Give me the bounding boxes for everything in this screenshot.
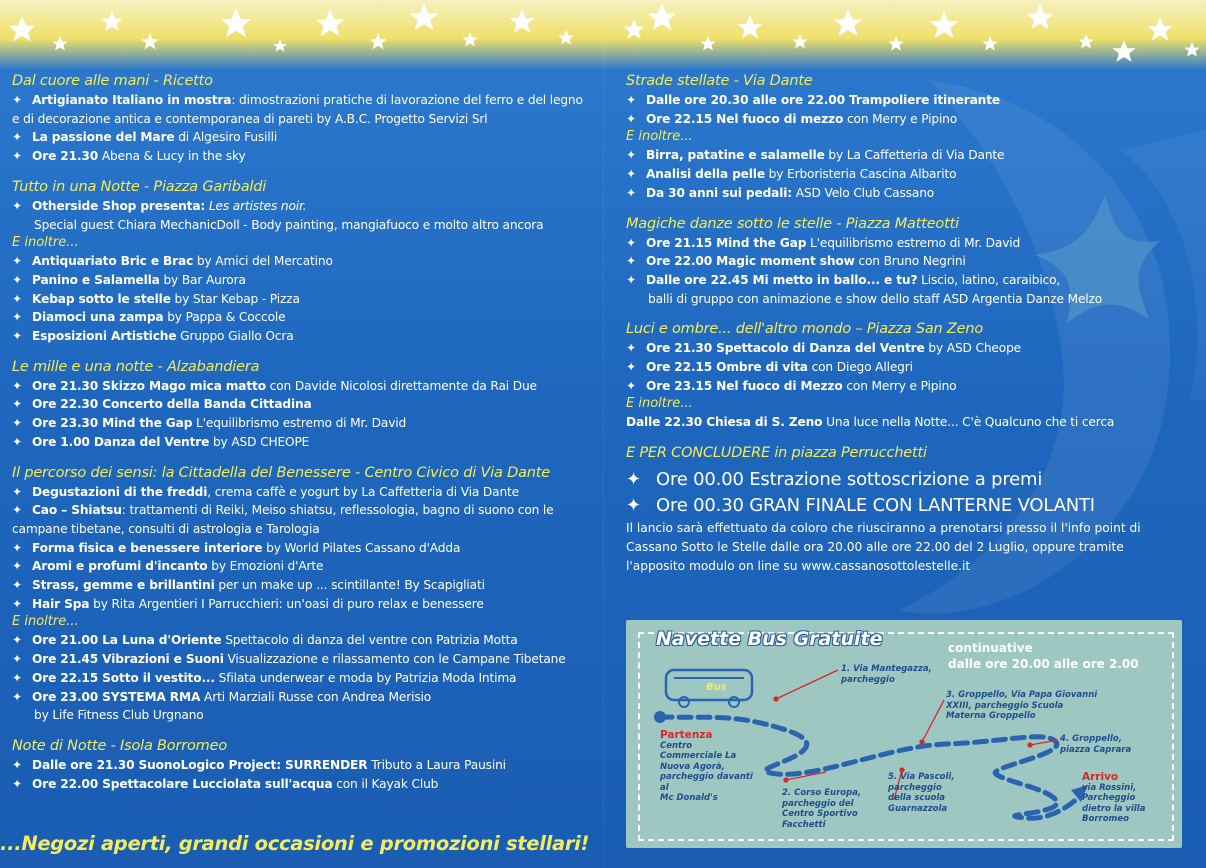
list-item: ✦ Forma fisica e benessere interiore by World Pilates Cassano d'Adda <box>12 539 592 558</box>
subheading: E inoltre... <box>626 396 693 412</box>
section-title: Note di Notte - Isola Borromeo <box>12 737 227 754</box>
list-item-continuation: by Life Fitness Club Urgnano <box>34 708 204 723</box>
bullet-star-icon: ✦ <box>12 310 23 325</box>
bullet-star-icon: ✦ <box>626 378 637 393</box>
bullet-star-icon: ✦ <box>626 185 637 200</box>
list-item-continuation: Special guest Chiara MechanicDoll - Body painting, mangiafuoco e molto altro ancora <box>34 217 544 232</box>
bullet-star-icon: ✦ <box>12 329 23 344</box>
bullet-star-icon: ✦ <box>12 652 23 667</box>
info-paragraph-line: l'apposito modulo on line su www.cassanosottolestelle.it <box>626 559 971 574</box>
list-item: ✦ Strass, gemme e brillantini per un make up ... scintillante! By Scapigliati <box>12 576 592 595</box>
list-item: ✦ Ore 22.00 Spettacolare Lucciolata sull'acqua con il Kayak Club <box>12 775 592 794</box>
list-item: ✦ Ore 22.00 Magic moment show con Bruno Negrini <box>626 252 1196 271</box>
map-stop-4: 4. Groppello, piazza Caprara <box>1060 734 1132 755</box>
bullet-star-icon: ✦ <box>12 272 23 287</box>
bullet-star-icon: ✦ <box>12 559 23 574</box>
bullet-star-icon: ✦ <box>12 434 23 449</box>
bullet-star-icon: ✦ <box>12 291 23 306</box>
bullet-star-icon: ✦ <box>12 689 23 704</box>
list-item: ✦ Hair Spa by Rita Argentieri I Parrucchieri: un'oasi di puro relax e benessere <box>12 595 592 614</box>
list-item: ✦ Ore 1.00 Danza del Ventre by ASD CHEOPE <box>12 433 592 452</box>
list-item: ✦ Ore 21.00 La Luna d'Oriente Spettacolo di danza del ventre con Patrizia Motta <box>12 631 592 650</box>
section-title: Le mille e una notte - Alzabandiera <box>12 358 260 375</box>
list-item: ✦ Ore 21.30 Spettacolo di Danza del Ventre by ASD Cheope <box>626 339 1196 358</box>
list-item: ✦ Panino e Salamella by Bar Aurora <box>12 271 592 290</box>
section-title: Il percorso dei sensi: la Cittadella del Benessere - Centro Civico di Via Dante <box>12 464 550 481</box>
list-item: ✦ Ore 22.30 Concerto della Banda Cittadina <box>12 395 592 414</box>
list-item: ✦ Birra, patatine e salamelle by La Caffetteria di Via Dante <box>626 146 1196 165</box>
bullet-star-icon: ✦ <box>12 130 23 145</box>
list-item: ✦ Dalle ore 21.30 SuonoLogico Project: SURRENDER Tributo a Laura Pausini <box>12 756 592 775</box>
bullet-star-icon: ✦ <box>626 111 637 126</box>
list-item: ✦ Aromi e profumi d'incanto by Emozioni d'Arte <box>12 557 592 576</box>
bullet-star-icon: ✦ <box>12 397 23 412</box>
highlight-item: ✦ Ore 00.30 GRAN FINALE CON LANTERNE VOLANTI <box>626 493 1196 519</box>
bullet-star-icon: ✦ <box>626 93 637 107</box>
list-item: ✦ Artigianato Italiano in mostra: dimostrazioni pratiche di lavorazione del ferro e del legno <box>12 91 592 110</box>
list-item-continuation: balli di gruppo con animazione e show dello staff ASD Argentia Danze Melzo <box>648 291 1103 306</box>
list-item: ✦ Ore 22.15 Ombre di vita con Diego Allegri <box>626 358 1196 377</box>
map-schedule: continuative dalle ore 20.00 alle ore 2.00 <box>948 641 1139 671</box>
bullet-star-icon: ✦ <box>12 670 23 685</box>
list-item: ✦ Degustazioni di the freddi, crema caffè e yogurt by La Caffetteria di Via Dante <box>12 483 592 502</box>
list-item: ✦ Analisi della pelle by Erboristeria Cascina Albarito <box>626 165 1196 184</box>
list-item: ✦ Ore 22.15 Nel fuoco di mezzo con Merry e Pipino <box>626 110 1196 129</box>
bullet-star-icon: ✦ <box>12 416 23 431</box>
list-item: ✦ Ore 21.30 Skizzo Mago mica matto con Davide Nicolosi direttamente da Rai Due <box>12 377 592 396</box>
info-paragraph-line: Il lancio sarà effettuato da coloro che riusciranno a prenotarsi presso il l'info point di <box>626 521 1141 536</box>
list-item-continuation: e di decorazione antica e contemporanea di pareti by A.B.C. Progetto Servizi Srl <box>12 111 488 126</box>
map-stop-3: 3. Groppello, Via Papa Giovanni XXIII, parcheggio Scuola Materna Groppello <box>946 690 1098 721</box>
bullet-star-icon: ✦ <box>626 360 637 375</box>
map-end: Arrivo via Rossini, Parcheggio dietro la villa Borromeo <box>1082 771 1146 824</box>
list-item: ✦ Esposizioni Artistiche Gruppo Giallo Ocra <box>12 327 592 346</box>
list-item: ✦ Cao – Shiatsu: trattamenti di Reiki, Meiso shiatsu, reflessologia, bagno di suono con le <box>12 501 592 520</box>
list-item-continuation: campane tibetane, consulti di astrologia e Tarologia <box>12 521 320 536</box>
bullet-star-icon: ✦ <box>12 503 23 518</box>
list-item: ✦ Antiquariato Bric e Brac by Amici del Mercatino <box>12 252 592 271</box>
list-item: ✦ Diamoci una zampa by Pappa & Coccole <box>12 308 592 327</box>
page-fold <box>603 0 604 868</box>
bullet-star-icon: ✦ <box>12 484 23 499</box>
bus-shuttle-map <box>626 620 1182 848</box>
bullet-star-icon: ✦ <box>12 93 23 107</box>
map-start: Partenza Centro Commerciale La Nuova Agorà, parcheggio davanti al Mc Donald's <box>660 729 753 803</box>
bullet-star-icon: ✦ <box>626 341 637 356</box>
bullet-star-icon: ✦ <box>626 254 637 269</box>
list-item: ✦ Ore 21.15 Mind the Gap L'equilibrismo estremo di Mr. David <box>626 234 1196 253</box>
left-column <box>12 72 592 793</box>
right-column <box>626 72 1196 576</box>
list-item: ✦ Ore 22.15 Sotto il vestito... Sfilata underwear e moda by Patrizia Moda Intima <box>12 669 592 688</box>
list-item: ✦ Ore 23.30 Mind the Gap L'equilibrismo estremo di Mr. David <box>12 414 592 433</box>
bullet-star-icon: ✦ <box>12 776 23 791</box>
list-item: ✦ La passione del Mare di Algesiro Fusilli <box>12 128 592 147</box>
list-item: ✦ Ore 23.15 Nel fuoco di Mezzo con Merry e Pipino <box>626 377 1196 396</box>
list-item: ✦ Ore 21.30 Abena & Lucy in the sky <box>12 147 592 166</box>
subheading: E inoltre... <box>12 235 79 251</box>
bullet-star-icon: ✦ <box>12 578 23 593</box>
bullet-star-icon: ✦ <box>12 254 23 269</box>
list-item: ✦ Otherside Shop presenta: Les artistes noir. <box>12 197 592 216</box>
bullet-star-icon: ✦ <box>626 469 641 491</box>
bus-label: Bus <box>706 682 727 693</box>
section-title: E PER CONCLUDERE in piazza Perrucchetti <box>626 445 927 462</box>
list-item: ✦ Ore 23.00 SYSTEMA RMA Arti Marziali Russe con Andrea Merisio <box>12 688 592 707</box>
list-item: ✦ Kebap sotto le stelle by Star Kebap - Pizza <box>12 290 592 309</box>
bullet-star-icon: ✦ <box>626 235 637 250</box>
map-title: Navette Bus Gratuite <box>656 628 883 650</box>
section-title: Magiche danze sotto le stelle - Piazza Matteotti <box>626 215 959 232</box>
map-stop-5: 5. Via Pascoli, parcheggio della scuola Guarnazzola <box>888 772 955 814</box>
list-item: ✦ Dalle ore 20.30 alle ore 22.00 Trampoliere itinerante <box>626 91 1196 110</box>
bullet-star-icon: ✦ <box>626 167 637 182</box>
list-item: ✦ Da 30 anni sui pedali: ASD Velo Club Cassano <box>626 184 1196 203</box>
subheading: E inoltre... <box>626 129 693 145</box>
subheading: E inoltre... <box>12 614 79 630</box>
list-item: ✦ Dalle ore 22.45 Mi metto in ballo... e tu? Liscio, latino, caraibico, <box>626 271 1196 290</box>
bullet-star-icon: ✦ <box>12 149 23 164</box>
section-title: Strade stellate - Via Dante <box>626 73 813 89</box>
bullet-star-icon: ✦ <box>12 633 23 648</box>
bullet-star-icon: ✦ <box>12 378 23 393</box>
bullet-star-icon: ✦ <box>626 495 641 517</box>
info-paragraph-line: Cassano Sotto le Stelle dalle ora 20.00 alle ore 22.00 del 2 Luglio, oppure tramite <box>626 540 1124 555</box>
footer-slogan: ...Negozi aperti, grandi occasioni e promozioni stellari! <box>0 832 590 855</box>
bullet-star-icon: ✦ <box>12 596 23 611</box>
bullet-star-icon: ✦ <box>12 540 23 555</box>
section-title: Tutto in una Notte - Piazza Garibaldi <box>12 178 267 195</box>
bullet-star-icon: ✦ <box>12 757 23 772</box>
bullet-star-icon: ✦ <box>12 198 23 213</box>
list-item: Dalle 22.30 Chiesa di S. Zeno Una luce nella Notte... C'è Qualcuno che ti cerca <box>626 415 1115 430</box>
highlight-item: ✦ Ore 00.00 Estrazione sottoscrizione a premi <box>626 467 1196 493</box>
map-stop-2: 2. Corso Europa, parcheggio del Centro Sportivo Facchetti <box>782 788 862 830</box>
section-title: Luci e ombre... dell'altro mondo – Piazza San Zeno <box>626 321 984 338</box>
star-icon <box>9 3 1200 62</box>
list-item: ✦ Ore 21.45 Vibrazioni e Suoni Visualizzazione e rilassamento con le Campane Tibetane <box>12 650 592 669</box>
section-title: Dal cuore alle mani - Ricetto <box>12 73 213 89</box>
map-stop-1: 1. Via Mantegazza, parcheggio <box>841 664 932 685</box>
bullet-star-icon: ✦ <box>626 148 637 163</box>
bullet-star-icon: ✦ <box>626 272 637 287</box>
